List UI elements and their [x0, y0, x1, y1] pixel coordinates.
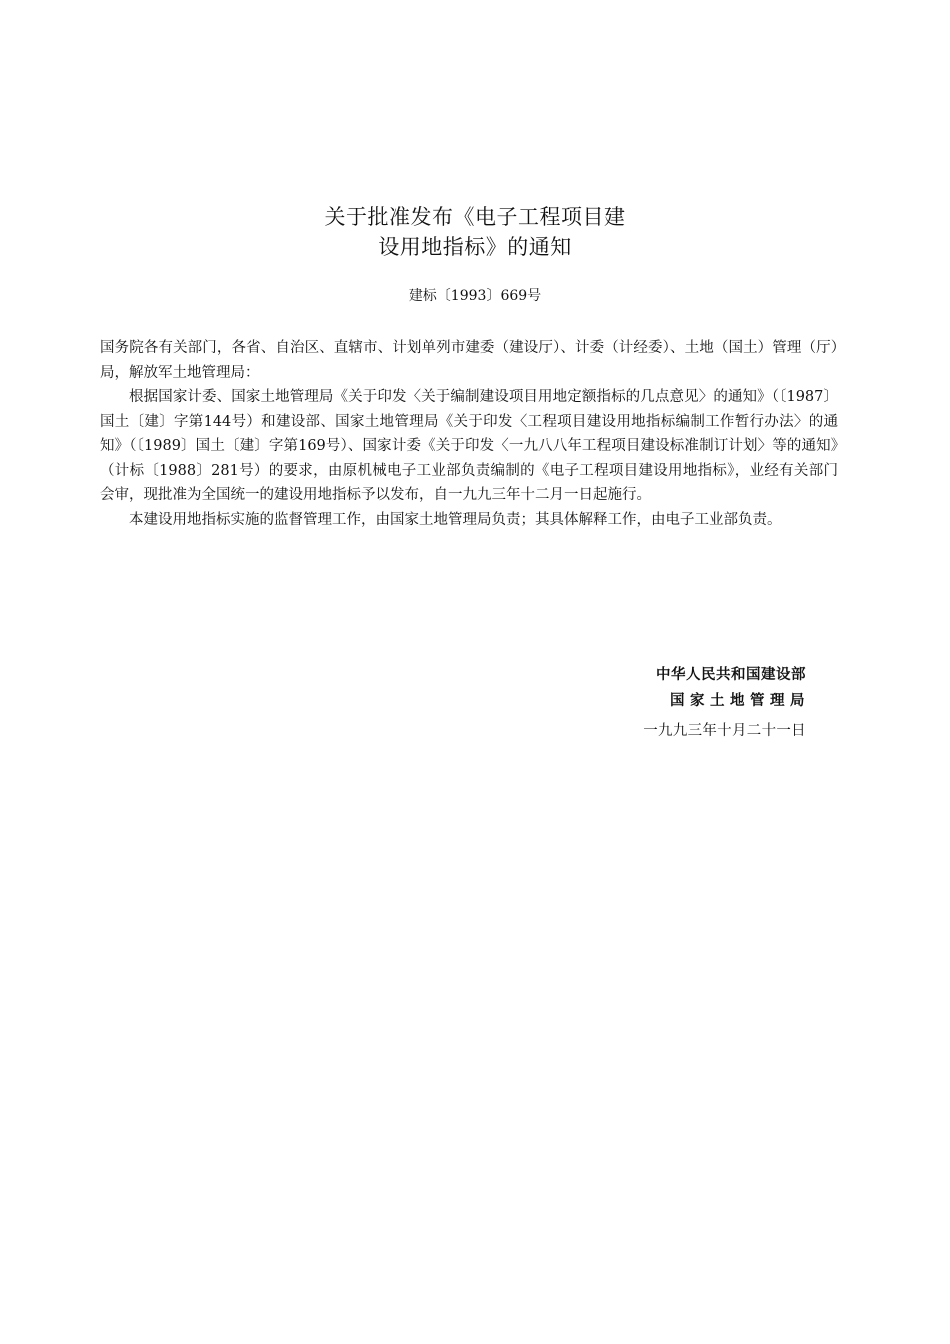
body-paragraph-1: 根据国家计委、国家土地管理局《关于印发〈关于编制建设项目用地定额指标的几点意见〉的通知》（〔1987〕国土〔建〕字第144号）和建设部、国家土地管理局《关于印发〈工程项目建设用地指标编制工作暂行办法〉的通知》（〔1989〕国土〔建〕字第169号）、国家计委《关于印发〈一九八八年工程项目建设标准制订计划〉等的通知》（计标〔1988〕281号）的要求，由原机械电子工业部负责编制的《电子工程项目建设用地指标》，业经有关部门会审，现批准为全国统一的建设用地指标予以发布，自一九九三年十二月一日起施行。 — [100, 389, 838, 503]
signature-date: 一九九三年十月二十一日 — [643, 723, 806, 739]
addressee-paragraph: 国务院各有关部门，各省、自治区、直辖市、计划单列市建委（建设厅）、计委（计经委）、土地（国土）管理（厅）局，解放军土地管理局： — [100, 340, 838, 381]
body-paragraph-2: 本建设用地指标实施的监督管理工作，由国家土地管理局负责；其具体解释工作，由电子工业部负责。 — [129, 511, 782, 528]
signature-block — [610, 662, 810, 744]
document-number: 建标〔1993〕669号 — [408, 288, 542, 304]
signature-org-ministry: 中华人民共和国建设部 — [656, 666, 806, 683]
document-body — [100, 336, 838, 532]
signature-org-land-bureau: 国家土地管理局 — [670, 692, 810, 709]
document-title-line-2: 设用地指标》的通知 — [378, 235, 572, 259]
document-title-line-1: 关于批准发布《电子工程项目建 — [324, 205, 626, 229]
